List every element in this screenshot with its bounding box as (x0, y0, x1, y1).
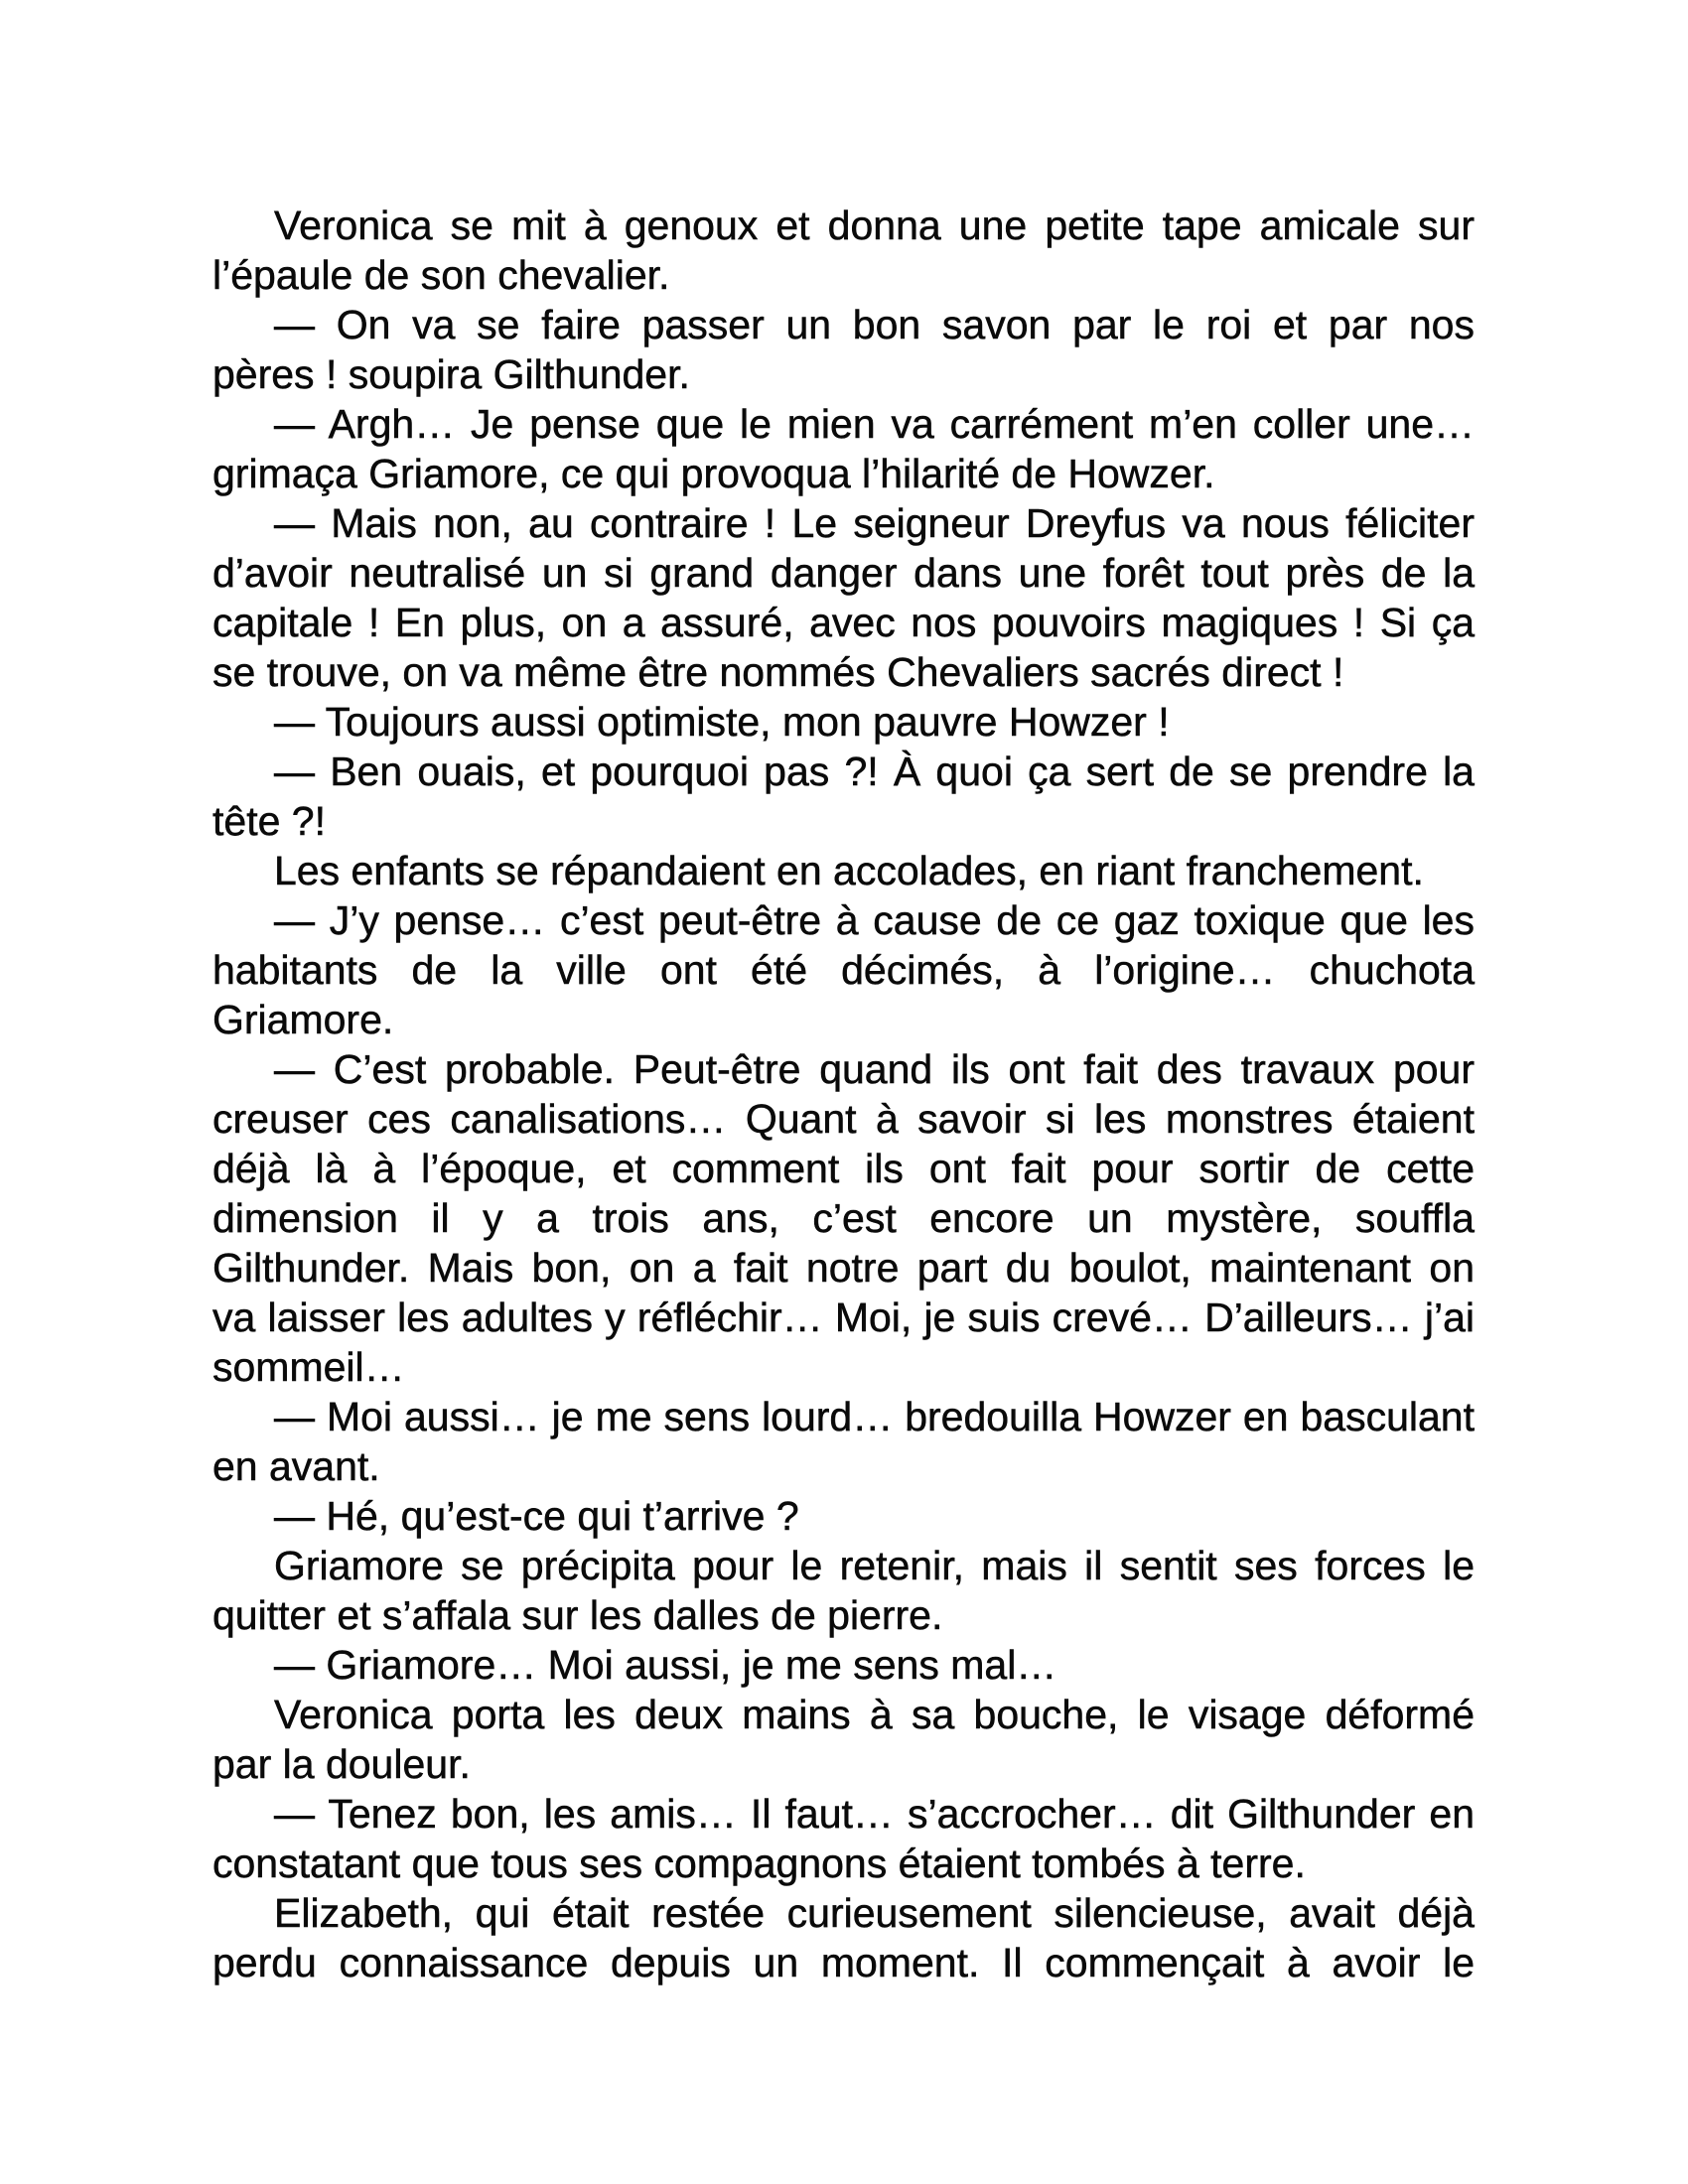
paragraph (212, 747, 1475, 846)
text-line: tête ?! (212, 798, 326, 844)
text-line: grimaça Griamore, ce qui provoqua l’hilarité de Howzer. (212, 451, 1215, 496)
text-line: en avant. (212, 1443, 380, 1489)
text-line: Veronica se mit à genoux et donna une petite tape amicale sur (274, 203, 1475, 248)
text-line: habitants de la ville ont été décimés, à l’origine… chuchota (212, 947, 1475, 993)
text-line: — C’est probable. Peut-être quand ils ont fait des travaux pour (274, 1046, 1475, 1092)
text-line: l’épaule de son chevalier. (212, 252, 670, 298)
paragraph (212, 1690, 1475, 1789)
text-line: dimension il y a trois ans, c’est encore un mystère, souffla (212, 1195, 1475, 1241)
paragraph (212, 895, 1475, 1044)
paragraph (212, 1888, 1475, 1987)
paragraph (212, 1640, 1475, 1690)
paragraph (212, 1541, 1475, 1640)
paragraph (212, 1491, 1475, 1541)
text-line: — Griamore… Moi aussi, je me sens mal… (274, 1642, 1057, 1688)
text-line: sommeil… (212, 1344, 405, 1390)
text-line: déjà là à l’époque, et comment ils ont fait pour sortir de cette (212, 1146, 1475, 1191)
text-line: se trouve, on va même être nommés Chevaliers sacrés direct ! (212, 649, 1344, 695)
text-line: — Hé, qu’est-ce qui t’arrive ? (274, 1493, 799, 1539)
paragraph (212, 498, 1475, 697)
text-line: — Moi aussi… je me sens lourd… bredouilla Howzer en basculant (274, 1394, 1475, 1439)
text-line: constatant que tous ses compagnons étaient tombés à terre. (212, 1841, 1306, 1886)
text-line: par la douleur. (212, 1741, 471, 1787)
text-line: Griamore se précipita pour le retenir, mais il sentit ses forces le (274, 1543, 1475, 1588)
paragraph (212, 201, 1475, 300)
paragraph (212, 846, 1475, 895)
text-block (212, 201, 1475, 1987)
text-line: capitale ! En plus, on a assuré, avec nos pouvoirs magiques ! Si ça (212, 600, 1475, 645)
text-line: — J’y pense… c’est peut-être à cause de ce gaz toxique que les (274, 897, 1475, 943)
text-line: perdu connaissance depuis un moment. Il commençait à avoir le (212, 1940, 1475, 1985)
text-line: Elizabeth, qui était restée curieusement silencieuse, avait déjà (274, 1890, 1475, 1936)
paragraph (212, 399, 1475, 498)
text-line: — Toujours aussi optimiste, mon pauvre Howzer ! (274, 699, 1170, 745)
text-line: Les enfants se répandaient en accolades, en riant franchement. (274, 848, 1424, 893)
paragraph (212, 1392, 1475, 1491)
text-line: — On va se faire passer un bon savon par le roi et par nos (274, 302, 1475, 347)
paragraph (212, 300, 1475, 399)
text-line: — Mais non, au contraire ! Le seigneur Dreyfus va nous féliciter (274, 500, 1475, 546)
text-line: Gilthunder. Mais bon, on a fait notre part du boulot, maintenant on (212, 1245, 1475, 1291)
text-line: creuser ces canalisations… Quant à savoir si les monstres étaient (212, 1096, 1475, 1142)
text-line: pères ! soupira Gilthunder. (212, 351, 690, 397)
text-line: — Tenez bon, les amis… Il faut… s’accrocher… dit Gilthunder en (274, 1791, 1475, 1837)
paragraph (212, 1044, 1475, 1392)
paragraph (212, 1789, 1475, 1888)
text-line: Veronica porta les deux mains à sa bouche, le visage déformé (274, 1692, 1475, 1737)
text-line: quitter et s’affala sur les dalles de pierre. (212, 1592, 943, 1638)
text-line: va laisser les adultes y réfléchir… Moi, je suis crevé… D’ailleurs… j’ai (212, 1295, 1475, 1340)
text-line: — Argh… Je pense que le mien va carrément m’en coller une… (274, 401, 1475, 447)
text-line: — Ben ouais, et pourquoi pas ?! À quoi ça sert de se prendre la (274, 749, 1475, 794)
text-line: Griamore. (212, 997, 394, 1042)
paragraph (212, 697, 1475, 747)
text-line: d’avoir neutralisé un si grand danger dans une forêt tout près de la (212, 550, 1475, 596)
